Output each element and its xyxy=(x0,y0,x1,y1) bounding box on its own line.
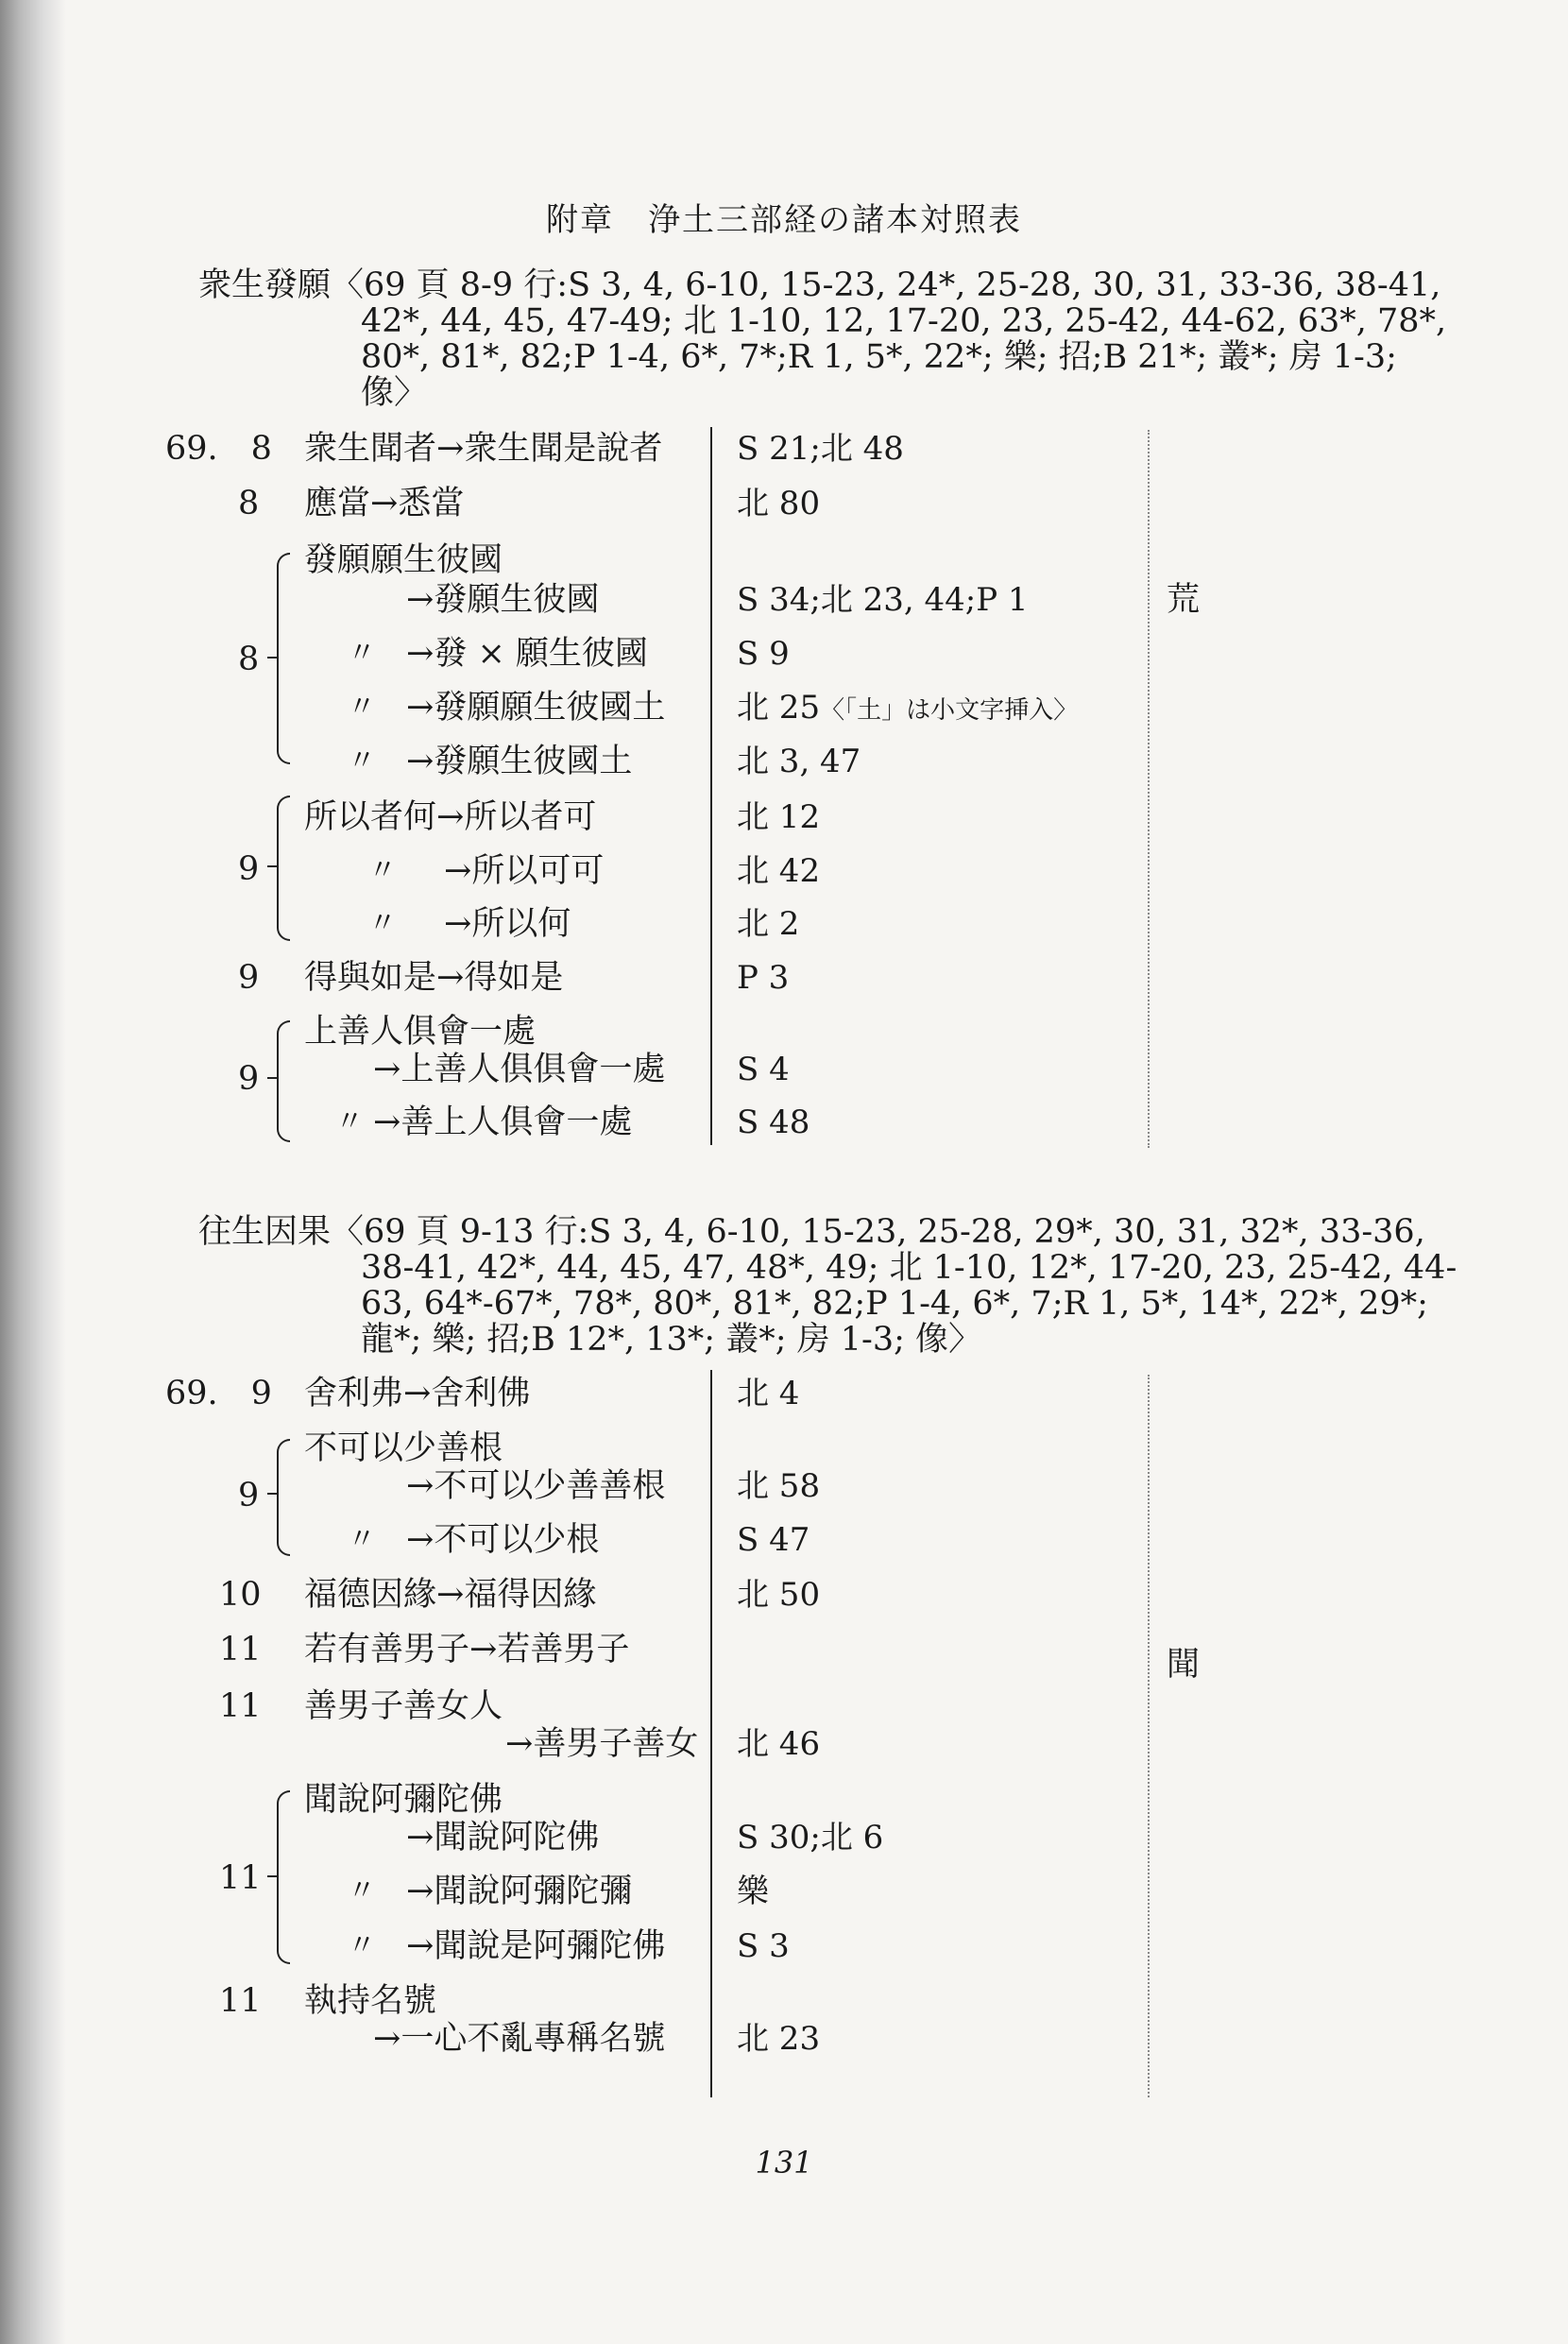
group-brace xyxy=(277,553,290,764)
variant-text: 善男子善女人 xyxy=(304,1687,503,1725)
section2-heading-line: 63, 64*-67*, 78*, 80*, 81*, 82;P 1-4, 6*, 7;R 1, 5*, 14*, 22*, 29*; xyxy=(361,1285,1428,1323)
row-ref: 9 xyxy=(238,1477,260,1514)
source-list: S 47 xyxy=(737,1521,810,1559)
row-ref: 9 xyxy=(238,959,260,997)
source-list: 北 42 xyxy=(737,852,821,890)
group-brace xyxy=(277,1439,290,1556)
variant-text: →上善人俱俱會一處 xyxy=(373,1051,666,1088)
source-list: S 9 xyxy=(737,635,790,673)
source-list: 北 12 xyxy=(737,798,821,836)
variant-text: 發願願生彼國 xyxy=(304,541,503,579)
dotted-divider xyxy=(1148,430,1150,1148)
source-list: 北 58 xyxy=(737,1467,821,1505)
section2-heading xyxy=(198,1213,1457,1359)
brace-tip xyxy=(267,657,277,659)
row-ref: 9 xyxy=(238,1060,260,1098)
variant-text: →發願願生彼國土 xyxy=(406,689,666,727)
brace-tip xyxy=(267,865,277,867)
source-list: 北 46 xyxy=(737,1725,821,1763)
ditto-mark: 〃 xyxy=(348,691,376,724)
row-ref: 69. 8 xyxy=(165,430,272,468)
ditto-mark: 〃 xyxy=(348,744,376,778)
section2-heading-line: 龍*; 樂; 招;B 12*, 13*; 叢*; 房 1-3; 像〉 xyxy=(361,1321,982,1359)
source-list: S 3 xyxy=(737,1927,790,1965)
variant-text: 上善人俱會一處 xyxy=(304,1013,537,1051)
brace-tip xyxy=(267,1077,277,1079)
ditto-mark: 〃 xyxy=(368,907,397,940)
ditto-mark: 〃 xyxy=(348,1929,376,1962)
column-divider xyxy=(710,1370,712,2097)
section1-heading-line: 像〉 xyxy=(361,374,428,412)
running-head: 附章 浄土三部経の諸本対照表 xyxy=(546,201,1022,239)
variant-text: →善男子善女 xyxy=(505,1725,699,1763)
variant-text: →發願生彼國土 xyxy=(406,743,633,780)
row-ref: 11 xyxy=(219,1687,262,1725)
source-text: 北 25 xyxy=(737,689,821,727)
row-ref: 8 xyxy=(238,485,260,522)
variant-text: 聞說阿彌陀佛 xyxy=(304,1781,503,1819)
section1-heading xyxy=(198,266,1447,412)
section1-heading-line: 42*, 44, 45, 47-49; 北 1-10, 12, 17-20, 23, 25-42, 44-62, 63*, 78*, xyxy=(361,302,1447,340)
variant-text: →一心不亂專稱名號 xyxy=(373,2020,666,2058)
section1-heading-line: 衆生發願〈69 頁 8-9 行:S 3, 4, 6-10, 15-23, 24*, 25-28, 30, 31, 33-36, 38-41, xyxy=(198,266,1441,304)
variant-text: 應當→悉當 xyxy=(304,485,465,522)
brace-tip xyxy=(267,1493,277,1495)
variant-text: →聞說阿彌陀彌 xyxy=(406,1873,633,1910)
row-ref: 8 xyxy=(238,641,260,678)
variant-text: 所以者何→所以者可 xyxy=(304,798,597,836)
source-list: 北 80 xyxy=(737,485,821,522)
row-ref: 11 xyxy=(219,1631,262,1668)
variant-text: →發願生彼國 xyxy=(406,581,600,619)
row-ref: 11 xyxy=(219,1982,262,2020)
row-ref: 69. 9 xyxy=(165,1375,272,1412)
variant-text: 福德因緣→福得因緣 xyxy=(304,1576,597,1614)
group-brace xyxy=(277,1020,290,1142)
row-ref: 11 xyxy=(219,1859,262,1897)
section2-heading-line: 往生因果〈69 頁 9-13 行:S 3, 4, 6-10, 15-23, 25-28, 29*, 30, 31, 32*, 33-36, xyxy=(198,1213,1425,1251)
variant-text: 得與如是→得如是 xyxy=(304,959,564,997)
margin-note: 聞 xyxy=(1167,1646,1201,1684)
section2-heading-line: 38-41, 42*, 44, 45, 47, 48*, 49; 北 1-10, 12*, 17-20, 23, 25-42, 44- xyxy=(361,1249,1457,1287)
ditto-mark: 〃 xyxy=(348,637,376,670)
variant-text: →善上人俱會一處 xyxy=(373,1104,633,1141)
source-list: P 3 xyxy=(737,959,790,997)
dotted-divider xyxy=(1148,1375,1150,2097)
variant-text: →發 × 願生彼國 xyxy=(406,635,648,673)
variant-text: 衆生聞者→衆生聞是說者 xyxy=(304,430,663,468)
row-ref: 9 xyxy=(238,850,260,888)
source-list: S 21;北 48 xyxy=(737,430,904,468)
source-list xyxy=(737,689,1078,729)
ditto-mark: 〃 xyxy=(348,1523,376,1556)
row-ref: 10 xyxy=(219,1576,262,1614)
source-list: 北 50 xyxy=(737,1576,821,1614)
source-list: 北 23 xyxy=(737,2020,821,2058)
ditto-mark: 〃 xyxy=(348,1874,376,1908)
variant-text: →不可以少善善根 xyxy=(406,1467,666,1505)
margin-note: 荒 xyxy=(1167,581,1201,619)
page-number: 131 xyxy=(755,2145,813,2181)
variant-text: →所以可可 xyxy=(444,852,605,890)
source-list: S 48 xyxy=(737,1104,810,1141)
ditto-mark: 〃 xyxy=(335,1105,364,1138)
variant-text: →所以何 xyxy=(444,905,571,943)
source-note: 〈「土」は小文字挿入〉 xyxy=(820,696,1079,725)
variant-text: 若有善男子→若善男子 xyxy=(304,1631,630,1668)
variant-text: 舍利弗→舍利佛 xyxy=(304,1375,531,1412)
variant-text: 不可以少善根 xyxy=(304,1429,503,1467)
section1-heading-line: 80*, 81*, 82;P 1-4, 6*, 7*;R 1, 5*, 22*; 樂; 招;B 21*; 叢*; 房 1-3; xyxy=(361,338,1397,376)
source-list: S 30;北 6 xyxy=(737,1819,884,1856)
source-list: 北 2 xyxy=(737,905,800,943)
variant-text: 執持名號 xyxy=(304,1982,437,2020)
source-list: 北 4 xyxy=(737,1375,800,1412)
variant-text: →聞說阿陀佛 xyxy=(406,1819,600,1856)
brace-tip xyxy=(267,1875,277,1877)
variant-text: →聞說是阿彌陀佛 xyxy=(406,1927,666,1965)
column-divider xyxy=(710,427,712,1145)
variant-text: →不可以少根 xyxy=(406,1521,600,1559)
source-list: S 4 xyxy=(737,1051,790,1088)
group-brace xyxy=(277,796,290,941)
group-brace xyxy=(277,1790,290,1964)
source-list: 北 3, 47 xyxy=(737,743,861,780)
source-list: 樂 xyxy=(737,1873,769,1910)
ditto-mark: 〃 xyxy=(368,854,397,887)
scan-edge-shadow xyxy=(0,0,66,2344)
source-list: S 34;北 23, 44;P 1 xyxy=(737,581,1029,619)
